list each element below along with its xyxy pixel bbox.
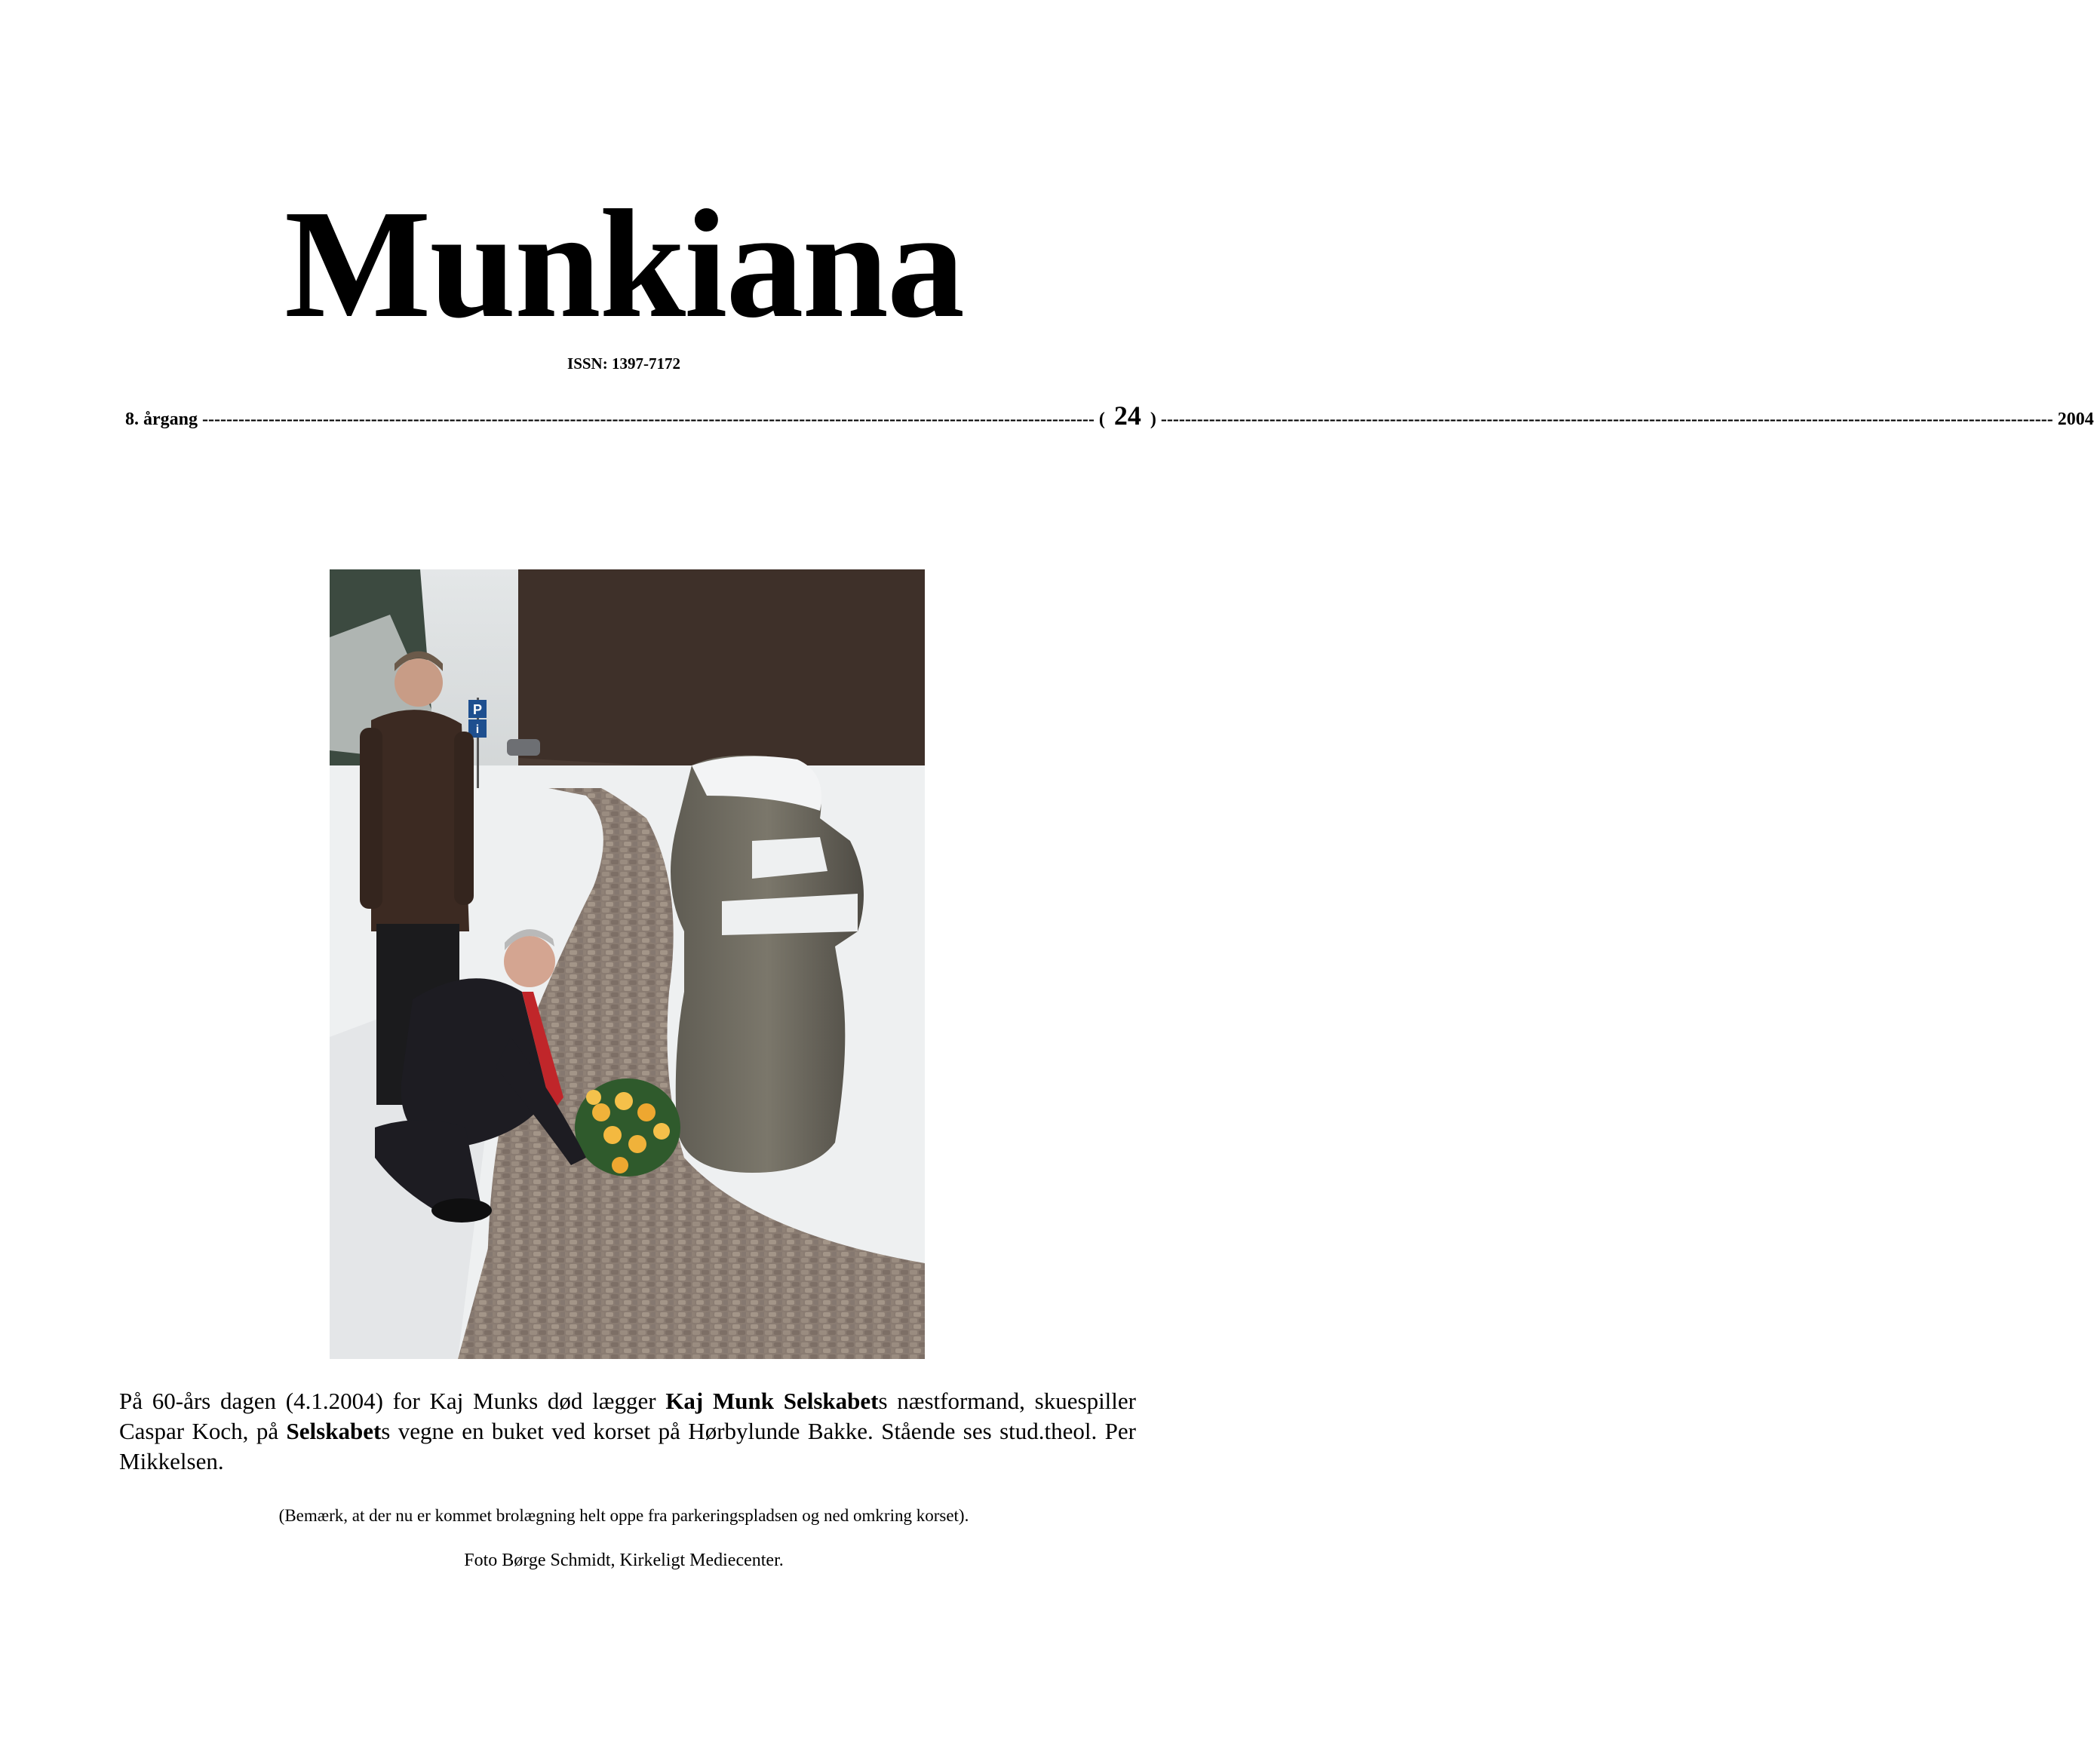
flower-bouquet	[575, 1078, 680, 1177]
caption-text-1: På 60-års dagen (4.1.2004) for Kaj Munks død lægger	[119, 1388, 666, 1414]
volume-issue-line	[125, 400, 2094, 437]
dash-rule-right: ----------------------------------------------------------------------------------------------------------------------------------------------------	[1160, 410, 2053, 429]
issue-marker	[1099, 400, 1156, 431]
issn-number: ISSN: 1397-7172	[567, 354, 680, 373]
volume-label: 8. årgang	[125, 410, 198, 429]
caption-text-3: s vegne en buket ved korset på Hørbylunde Bakke. Stående ses stud.theol. Per Mikkelsen.	[119, 1418, 1136, 1474]
journal-title: Munkiana	[284, 177, 963, 350]
dash-rule-left: ----------------------------------------------------------------------------------------------------------------------------------------------------	[202, 410, 1095, 429]
photo-note: (Bemærk, at der nu er kommet brolægning helt oppe fra parkeringspladsen og ned omkring korset).	[278, 1506, 969, 1525]
caption-text-2: s næstformand, skuespiller Caspar Koch, på	[119, 1388, 1136, 1444]
parking-sign-letter: P	[472, 702, 483, 717]
info-sign-letter: i	[475, 723, 480, 736]
caption-bold-society: Kaj Munk Selskabet	[665, 1388, 879, 1414]
photo-credit: Foto Børge Schmidt, Kirkeligt Mediecenter.	[464, 1551, 784, 1570]
issue-paren-open: (	[1098, 410, 1105, 429]
issue-paren-close: )	[1150, 410, 1156, 429]
year-label: 2004	[2057, 410, 2094, 429]
photo-caption	[119, 1386, 1136, 1477]
issue-number: 24	[1113, 400, 1141, 431]
cover-photo	[330, 569, 925, 1359]
caption-bold-selskabet: Selskabet	[286, 1418, 382, 1444]
